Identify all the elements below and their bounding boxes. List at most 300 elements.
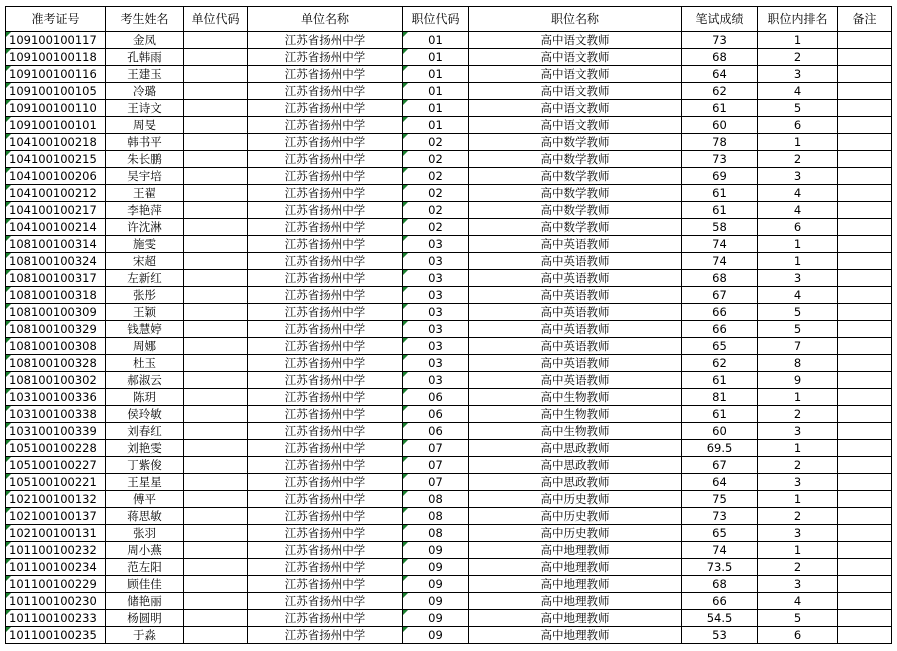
name-cell[interactable]: 王颖 <box>106 304 184 321</box>
position-name-cell[interactable]: 高中英语教师 <box>469 321 682 338</box>
position-code-cell[interactable]: 08 <box>403 508 469 525</box>
position-code-cell[interactable]: 08 <box>403 491 469 508</box>
remarks-cell[interactable] <box>838 253 892 270</box>
remarks-cell[interactable] <box>838 219 892 236</box>
score-cell[interactable]: 64 <box>682 474 758 491</box>
rank-cell[interactable]: 7 <box>758 338 838 355</box>
name-cell[interactable]: 傅平 <box>106 491 184 508</box>
exam-id-cell[interactable]: 108100100308 <box>6 338 106 355</box>
unit-code-cell[interactable] <box>184 202 248 219</box>
position-name-cell[interactable]: 高中地理教师 <box>469 610 682 627</box>
unit-name-cell[interactable]: 江苏省扬州中学 <box>248 338 403 355</box>
unit-code-cell[interactable] <box>184 559 248 576</box>
unit-name-cell[interactable]: 江苏省扬州中学 <box>248 151 403 168</box>
unit-name-cell[interactable]: 江苏省扬州中学 <box>248 185 403 202</box>
position-code-cell[interactable]: 01 <box>403 32 469 49</box>
remarks-cell[interactable] <box>838 440 892 457</box>
score-cell[interactable]: 61 <box>682 406 758 423</box>
score-cell[interactable]: 60 <box>682 117 758 134</box>
unit-code-cell[interactable] <box>184 593 248 610</box>
unit-code-cell[interactable] <box>184 338 248 355</box>
exam-id-cell[interactable]: 103100100338 <box>6 406 106 423</box>
exam-id-cell[interactable]: 108100100329 <box>6 321 106 338</box>
position-name-cell[interactable]: 高中语文教师 <box>469 49 682 66</box>
position-code-cell[interactable]: 07 <box>403 474 469 491</box>
score-cell[interactable]: 60 <box>682 423 758 440</box>
name-cell[interactable]: 吴宇培 <box>106 168 184 185</box>
position-name-cell[interactable]: 高中地理教师 <box>469 627 682 644</box>
rank-cell[interactable]: 1 <box>758 542 838 559</box>
exam-id-cell[interactable]: 104100100218 <box>6 134 106 151</box>
unit-code-cell[interactable] <box>184 270 248 287</box>
remarks-cell[interactable] <box>838 372 892 389</box>
score-cell[interactable]: 73 <box>682 151 758 168</box>
unit-name-cell[interactable]: 江苏省扬州中学 <box>248 610 403 627</box>
rank-cell[interactable]: 1 <box>758 236 838 253</box>
unit-name-cell[interactable]: 江苏省扬州中学 <box>248 576 403 593</box>
remarks-cell[interactable] <box>838 423 892 440</box>
position-code-cell[interactable]: 03 <box>403 304 469 321</box>
unit-name-cell[interactable]: 江苏省扬州中学 <box>248 423 403 440</box>
exam-id-cell[interactable]: 109100100105 <box>6 83 106 100</box>
score-cell[interactable]: 68 <box>682 576 758 593</box>
position-name-cell[interactable]: 高中生物教师 <box>469 406 682 423</box>
unit-code-cell[interactable] <box>184 117 248 134</box>
rank-cell[interactable]: 3 <box>758 576 838 593</box>
position-code-cell[interactable]: 01 <box>403 100 469 117</box>
exam-id-cell[interactable]: 108100100314 <box>6 236 106 253</box>
score-cell[interactable]: 69 <box>682 168 758 185</box>
remarks-cell[interactable] <box>838 576 892 593</box>
unit-code-cell[interactable] <box>184 151 248 168</box>
name-cell[interactable]: 王建玉 <box>106 66 184 83</box>
rank-cell[interactable]: 6 <box>758 627 838 644</box>
rank-cell[interactable]: 1 <box>758 440 838 457</box>
rank-cell[interactable]: 2 <box>758 151 838 168</box>
position-name-cell[interactable]: 高中英语教师 <box>469 236 682 253</box>
position-code-cell[interactable]: 02 <box>403 219 469 236</box>
position-name-cell[interactable]: 高中思政教师 <box>469 440 682 457</box>
unit-code-cell[interactable] <box>184 185 248 202</box>
unit-code-cell[interactable] <box>184 474 248 491</box>
col-header-position-name[interactable]: 职位名称 <box>469 7 682 32</box>
position-name-cell[interactable]: 高中英语教师 <box>469 304 682 321</box>
unit-name-cell[interactable]: 江苏省扬州中学 <box>248 49 403 66</box>
exam-id-cell[interactable]: 109100100117 <box>6 32 106 49</box>
position-code-cell[interactable]: 03 <box>403 253 469 270</box>
position-name-cell[interactable]: 高中英语教师 <box>469 372 682 389</box>
name-cell[interactable]: 孔韩雨 <box>106 49 184 66</box>
rank-cell[interactable]: 2 <box>758 457 838 474</box>
name-cell[interactable]: 左新红 <box>106 270 184 287</box>
unit-name-cell[interactable]: 江苏省扬州中学 <box>248 32 403 49</box>
unit-code-cell[interactable] <box>184 32 248 49</box>
unit-name-cell[interactable]: 江苏省扬州中学 <box>248 457 403 474</box>
unit-code-cell[interactable] <box>184 219 248 236</box>
position-name-cell[interactable]: 高中英语教师 <box>469 287 682 304</box>
remarks-cell[interactable] <box>838 593 892 610</box>
unit-name-cell[interactable]: 江苏省扬州中学 <box>248 134 403 151</box>
position-name-cell[interactable]: 高中数学教师 <box>469 134 682 151</box>
unit-code-cell[interactable] <box>184 423 248 440</box>
remarks-cell[interactable] <box>838 406 892 423</box>
remarks-cell[interactable] <box>838 542 892 559</box>
unit-code-cell[interactable] <box>184 304 248 321</box>
score-cell[interactable]: 68 <box>682 49 758 66</box>
exam-id-cell[interactable]: 105100100227 <box>6 457 106 474</box>
unit-code-cell[interactable] <box>184 457 248 474</box>
name-cell[interactable]: 顾佳佳 <box>106 576 184 593</box>
exam-id-cell[interactable]: 103100100339 <box>6 423 106 440</box>
unit-code-cell[interactable] <box>184 100 248 117</box>
rank-cell[interactable]: 4 <box>758 202 838 219</box>
unit-name-cell[interactable]: 江苏省扬州中学 <box>248 236 403 253</box>
rank-cell[interactable]: 5 <box>758 610 838 627</box>
exam-id-cell[interactable]: 104100100214 <box>6 219 106 236</box>
score-cell[interactable]: 81 <box>682 389 758 406</box>
name-cell[interactable]: 周旻 <box>106 117 184 134</box>
score-cell[interactable]: 53 <box>682 627 758 644</box>
score-cell[interactable]: 61 <box>682 202 758 219</box>
unit-name-cell[interactable]: 江苏省扬州中学 <box>248 117 403 134</box>
name-cell[interactable]: 于淼 <box>106 627 184 644</box>
score-cell[interactable]: 69.5 <box>682 440 758 457</box>
exam-id-cell[interactable]: 101100100230 <box>6 593 106 610</box>
remarks-cell[interactable] <box>838 627 892 644</box>
name-cell[interactable]: 范左阳 <box>106 559 184 576</box>
score-cell[interactable]: 64 <box>682 66 758 83</box>
score-cell[interactable]: 61 <box>682 372 758 389</box>
position-name-cell[interactable]: 高中语文教师 <box>469 100 682 117</box>
unit-name-cell[interactable]: 江苏省扬州中学 <box>248 83 403 100</box>
rank-cell[interactable]: 8 <box>758 355 838 372</box>
name-cell[interactable]: 刘春红 <box>106 423 184 440</box>
rank-cell[interactable]: 3 <box>758 525 838 542</box>
position-code-cell[interactable]: 03 <box>403 270 469 287</box>
position-name-cell[interactable]: 高中语文教师 <box>469 117 682 134</box>
position-code-cell[interactable]: 01 <box>403 66 469 83</box>
unit-code-cell[interactable] <box>184 168 248 185</box>
exam-id-cell[interactable]: 101100100233 <box>6 610 106 627</box>
score-cell[interactable]: 66 <box>682 321 758 338</box>
position-code-cell[interactable]: 03 <box>403 236 469 253</box>
remarks-cell[interactable] <box>838 457 892 474</box>
score-cell[interactable]: 66 <box>682 304 758 321</box>
rank-cell[interactable]: 2 <box>758 49 838 66</box>
remarks-cell[interactable] <box>838 49 892 66</box>
remarks-cell[interactable] <box>838 304 892 321</box>
rank-cell[interactable]: 4 <box>758 185 838 202</box>
position-code-cell[interactable]: 02 <box>403 168 469 185</box>
rank-cell[interactable]: 3 <box>758 270 838 287</box>
rank-cell[interactable]: 4 <box>758 83 838 100</box>
remarks-cell[interactable] <box>838 610 892 627</box>
score-cell[interactable]: 75 <box>682 491 758 508</box>
position-code-cell[interactable]: 07 <box>403 440 469 457</box>
name-cell[interactable]: 周小燕 <box>106 542 184 559</box>
position-name-cell[interactable]: 高中英语教师 <box>469 338 682 355</box>
exam-id-cell[interactable]: 104100100212 <box>6 185 106 202</box>
unit-name-cell[interactable]: 江苏省扬州中学 <box>248 542 403 559</box>
unit-code-cell[interactable] <box>184 440 248 457</box>
position-code-cell[interactable]: 09 <box>403 542 469 559</box>
position-code-cell[interactable]: 03 <box>403 372 469 389</box>
exam-id-cell[interactable]: 104100100215 <box>6 151 106 168</box>
name-cell[interactable]: 许沈淋 <box>106 219 184 236</box>
exam-id-cell[interactable]: 109100100110 <box>6 100 106 117</box>
name-cell[interactable]: 陈玥 <box>106 389 184 406</box>
position-name-cell[interactable]: 高中英语教师 <box>469 355 682 372</box>
unit-code-cell[interactable] <box>184 355 248 372</box>
score-cell[interactable]: 67 <box>682 457 758 474</box>
unit-name-cell[interactable]: 江苏省扬州中学 <box>248 525 403 542</box>
name-cell[interactable]: 张羽 <box>106 525 184 542</box>
position-code-cell[interactable]: 09 <box>403 610 469 627</box>
name-cell[interactable]: 杜玉 <box>106 355 184 372</box>
position-name-cell[interactable]: 高中语文教师 <box>469 83 682 100</box>
exam-id-cell[interactable]: 109100100118 <box>6 49 106 66</box>
remarks-cell[interactable] <box>838 100 892 117</box>
remarks-cell[interactable] <box>838 355 892 372</box>
remarks-cell[interactable] <box>838 151 892 168</box>
position-name-cell[interactable]: 高中地理教师 <box>469 593 682 610</box>
name-cell[interactable]: 朱长鹏 <box>106 151 184 168</box>
score-cell[interactable]: 73.5 <box>682 559 758 576</box>
name-cell[interactable]: 冷璐 <box>106 83 184 100</box>
col-header-name[interactable]: 考生姓名 <box>106 7 184 32</box>
col-header-score[interactable]: 笔试成绩 <box>682 7 758 32</box>
exam-id-cell[interactable]: 101100100232 <box>6 542 106 559</box>
unit-code-cell[interactable] <box>184 491 248 508</box>
unit-name-cell[interactable]: 江苏省扬州中学 <box>248 202 403 219</box>
unit-name-cell[interactable]: 江苏省扬州中学 <box>248 219 403 236</box>
position-code-cell[interactable]: 06 <box>403 389 469 406</box>
remarks-cell[interactable] <box>838 491 892 508</box>
exam-id-cell[interactable]: 102100100131 <box>6 525 106 542</box>
name-cell[interactable]: 王翟 <box>106 185 184 202</box>
rank-cell[interactable]: 9 <box>758 372 838 389</box>
rank-cell[interactable]: 1 <box>758 389 838 406</box>
position-code-cell[interactable]: 06 <box>403 423 469 440</box>
score-cell[interactable]: 61 <box>682 100 758 117</box>
unit-code-cell[interactable] <box>184 253 248 270</box>
position-name-cell[interactable]: 高中生物教师 <box>469 389 682 406</box>
rank-cell[interactable]: 6 <box>758 117 838 134</box>
rank-cell[interactable]: 4 <box>758 287 838 304</box>
name-cell[interactable]: 李艳萍 <box>106 202 184 219</box>
col-header-exam-id[interactable]: 准考证号 <box>6 7 106 32</box>
position-name-cell[interactable]: 高中英语教师 <box>469 270 682 287</box>
name-cell[interactable]: 王星星 <box>106 474 184 491</box>
rank-cell[interactable]: 1 <box>758 491 838 508</box>
position-code-cell[interactable]: 03 <box>403 338 469 355</box>
name-cell[interactable]: 储艳丽 <box>106 593 184 610</box>
position-code-cell[interactable]: 09 <box>403 576 469 593</box>
unit-name-cell[interactable]: 江苏省扬州中学 <box>248 100 403 117</box>
position-code-cell[interactable]: 09 <box>403 559 469 576</box>
unit-code-cell[interactable] <box>184 542 248 559</box>
score-cell[interactable]: 65 <box>682 525 758 542</box>
position-name-cell[interactable]: 高中历史教师 <box>469 525 682 542</box>
unit-name-cell[interactable]: 江苏省扬州中学 <box>248 508 403 525</box>
position-name-cell[interactable]: 高中地理教师 <box>469 542 682 559</box>
position-code-cell[interactable]: 03 <box>403 321 469 338</box>
unit-name-cell[interactable]: 江苏省扬州中学 <box>248 406 403 423</box>
exam-id-cell[interactable]: 101100100234 <box>6 559 106 576</box>
rank-cell[interactable]: 3 <box>758 168 838 185</box>
position-code-cell[interactable]: 02 <box>403 202 469 219</box>
position-name-cell[interactable]: 高中语文教师 <box>469 66 682 83</box>
exam-id-cell[interactable]: 109100100116 <box>6 66 106 83</box>
exam-id-cell[interactable]: 104100100206 <box>6 168 106 185</box>
rank-cell[interactable]: 4 <box>758 593 838 610</box>
rank-cell[interactable]: 2 <box>758 406 838 423</box>
name-cell[interactable]: 张彤 <box>106 287 184 304</box>
score-cell[interactable]: 54.5 <box>682 610 758 627</box>
rank-cell[interactable]: 2 <box>758 559 838 576</box>
unit-code-cell[interactable] <box>184 49 248 66</box>
col-header-unit-code[interactable]: 单位代码 <box>184 7 248 32</box>
position-code-cell[interactable]: 03 <box>403 355 469 372</box>
score-cell[interactable]: 62 <box>682 355 758 372</box>
unit-name-cell[interactable]: 江苏省扬州中学 <box>248 304 403 321</box>
name-cell[interactable]: 侯玲敏 <box>106 406 184 423</box>
unit-name-cell[interactable]: 江苏省扬州中学 <box>248 66 403 83</box>
name-cell[interactable]: 蒋思敏 <box>106 508 184 525</box>
unit-code-cell[interactable] <box>184 389 248 406</box>
name-cell[interactable]: 郝淑云 <box>106 372 184 389</box>
exam-id-cell[interactable]: 108100100317 <box>6 270 106 287</box>
col-header-rank[interactable]: 职位内排名 <box>758 7 838 32</box>
score-cell[interactable]: 73 <box>682 32 758 49</box>
position-name-cell[interactable]: 高中历史教师 <box>469 508 682 525</box>
exam-id-cell[interactable]: 101100100235 <box>6 627 106 644</box>
exam-id-cell[interactable]: 108100100302 <box>6 372 106 389</box>
unit-code-cell[interactable] <box>184 321 248 338</box>
remarks-cell[interactable] <box>838 202 892 219</box>
rank-cell[interactable]: 5 <box>758 304 838 321</box>
score-cell[interactable]: 58 <box>682 219 758 236</box>
remarks-cell[interactable] <box>838 287 892 304</box>
position-code-cell[interactable]: 02 <box>403 185 469 202</box>
remarks-cell[interactable] <box>838 117 892 134</box>
remarks-cell[interactable] <box>838 321 892 338</box>
score-cell[interactable]: 73 <box>682 508 758 525</box>
position-code-cell[interactable]: 01 <box>403 117 469 134</box>
exam-id-cell[interactable]: 101100100229 <box>6 576 106 593</box>
position-code-cell[interactable]: 03 <box>403 287 469 304</box>
score-cell[interactable]: 68 <box>682 270 758 287</box>
rank-cell[interactable]: 5 <box>758 321 838 338</box>
name-cell[interactable]: 刘艳雯 <box>106 440 184 457</box>
rank-cell[interactable]: 5 <box>758 100 838 117</box>
unit-code-cell[interactable] <box>184 508 248 525</box>
exam-id-cell[interactable]: 105100100228 <box>6 440 106 457</box>
rank-cell[interactable]: 3 <box>758 423 838 440</box>
name-cell[interactable]: 宋超 <box>106 253 184 270</box>
position-name-cell[interactable]: 高中数学教师 <box>469 168 682 185</box>
exam-id-cell[interactable]: 108100100324 <box>6 253 106 270</box>
remarks-cell[interactable] <box>838 559 892 576</box>
rank-cell[interactable]: 1 <box>758 253 838 270</box>
remarks-cell[interactable] <box>838 474 892 491</box>
unit-code-cell[interactable] <box>184 406 248 423</box>
position-code-cell[interactable]: 02 <box>403 134 469 151</box>
unit-name-cell[interactable]: 江苏省扬州中学 <box>248 474 403 491</box>
position-name-cell[interactable]: 高中思政教师 <box>469 474 682 491</box>
exam-id-cell[interactable]: 105100100221 <box>6 474 106 491</box>
col-header-position-code[interactable]: 职位代码 <box>403 7 469 32</box>
exam-id-cell[interactable]: 109100100101 <box>6 117 106 134</box>
unit-name-cell[interactable]: 江苏省扬州中学 <box>248 491 403 508</box>
position-name-cell[interactable]: 高中生物教师 <box>469 423 682 440</box>
name-cell[interactable]: 王诗文 <box>106 100 184 117</box>
unit-code-cell[interactable] <box>184 236 248 253</box>
score-cell[interactable]: 62 <box>682 83 758 100</box>
remarks-cell[interactable] <box>838 32 892 49</box>
remarks-cell[interactable] <box>838 389 892 406</box>
remarks-cell[interactable] <box>838 508 892 525</box>
unit-code-cell[interactable] <box>184 83 248 100</box>
position-name-cell[interactable]: 高中数学教师 <box>469 151 682 168</box>
position-code-cell[interactable]: 08 <box>403 525 469 542</box>
score-cell[interactable]: 61 <box>682 185 758 202</box>
exam-id-cell[interactable]: 104100100217 <box>6 202 106 219</box>
position-name-cell[interactable]: 高中地理教师 <box>469 559 682 576</box>
name-cell[interactable]: 施雯 <box>106 236 184 253</box>
position-name-cell[interactable]: 高中语文教师 <box>469 32 682 49</box>
exam-id-cell[interactable]: 108100100318 <box>6 287 106 304</box>
position-name-cell[interactable]: 高中英语教师 <box>469 253 682 270</box>
score-cell[interactable]: 67 <box>682 287 758 304</box>
position-code-cell[interactable]: 09 <box>403 627 469 644</box>
rank-cell[interactable]: 3 <box>758 474 838 491</box>
exam-id-cell[interactable]: 102100100132 <box>6 491 106 508</box>
unit-code-cell[interactable] <box>184 66 248 83</box>
col-header-remarks[interactable]: 备注 <box>838 7 892 32</box>
score-cell[interactable]: 66 <box>682 593 758 610</box>
unit-code-cell[interactable] <box>184 134 248 151</box>
position-code-cell[interactable]: 01 <box>403 83 469 100</box>
remarks-cell[interactable] <box>838 83 892 100</box>
position-name-cell[interactable]: 高中数学教师 <box>469 202 682 219</box>
rank-cell[interactable]: 1 <box>758 32 838 49</box>
unit-name-cell[interactable]: 江苏省扬州中学 <box>248 321 403 338</box>
unit-name-cell[interactable]: 江苏省扬州中学 <box>248 440 403 457</box>
rank-cell[interactable]: 6 <box>758 219 838 236</box>
position-name-cell[interactable]: 高中地理教师 <box>469 576 682 593</box>
remarks-cell[interactable] <box>838 338 892 355</box>
position-code-cell[interactable]: 09 <box>403 593 469 610</box>
rank-cell[interactable]: 1 <box>758 134 838 151</box>
remarks-cell[interactable] <box>838 66 892 83</box>
position-name-cell[interactable]: 高中思政教师 <box>469 457 682 474</box>
score-cell[interactable]: 65 <box>682 338 758 355</box>
position-name-cell[interactable]: 高中数学教师 <box>469 185 682 202</box>
name-cell[interactable]: 丁紫俊 <box>106 457 184 474</box>
unit-name-cell[interactable]: 江苏省扬州中学 <box>248 627 403 644</box>
exam-id-cell[interactable]: 108100100309 <box>6 304 106 321</box>
unit-code-cell[interactable] <box>184 372 248 389</box>
unit-code-cell[interactable] <box>184 525 248 542</box>
remarks-cell[interactable] <box>838 185 892 202</box>
name-cell[interactable]: 周娜 <box>106 338 184 355</box>
unit-name-cell[interactable]: 江苏省扬州中学 <box>248 593 403 610</box>
unit-name-cell[interactable]: 江苏省扬州中学 <box>248 168 403 185</box>
unit-name-cell[interactable]: 江苏省扬州中学 <box>248 287 403 304</box>
exam-id-cell[interactable]: 108100100328 <box>6 355 106 372</box>
remarks-cell[interactable] <box>838 168 892 185</box>
